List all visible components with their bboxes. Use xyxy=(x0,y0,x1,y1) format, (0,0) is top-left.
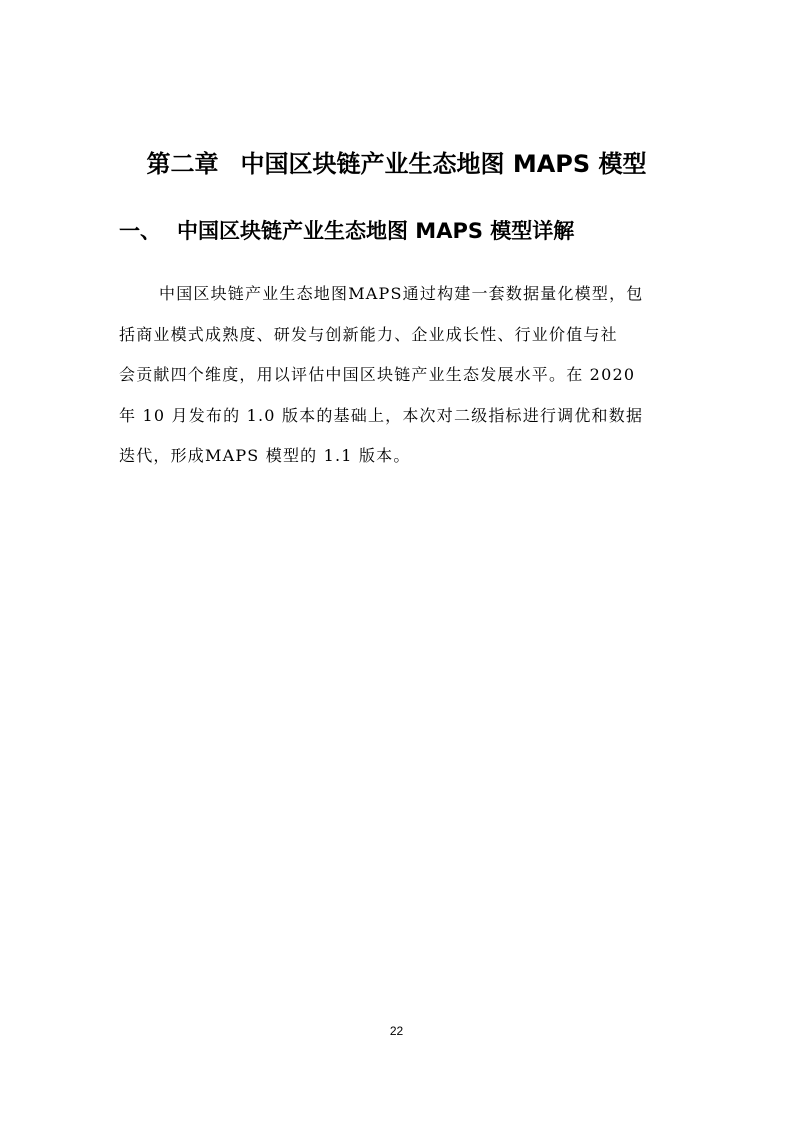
page-number: 22 xyxy=(389,1024,404,1038)
paragraph-line: 迭代，形成MAPS 模型的 1.1 版本。 xyxy=(119,446,411,465)
chapter-name: 中国区块链产业生态地图 MAPS 模型 xyxy=(240,150,647,178)
chapter-label: 第二章 xyxy=(146,150,219,178)
section-number: 一、 xyxy=(119,219,161,243)
body-paragraph xyxy=(119,274,679,477)
section-heading xyxy=(119,214,574,248)
paragraph-line: 括商业模式成熟度、研发与创新能力、企业成长性、行业价值与社 xyxy=(119,324,618,344)
paragraph-line: 年 10 月发布的 1.0 版本的基础上，本次对二级指标进行调优和数据 xyxy=(119,405,644,425)
paragraph-line: 中国区块链产业生态地图MAPS通过构建一套数据量化模型，包 xyxy=(159,284,644,303)
chapter-title xyxy=(0,146,793,182)
section-title: 中国区块链产业生态地图 MAPS 模型详解 xyxy=(177,219,575,243)
paragraph-line: 会贡献四个维度，用以评估中国区块链产业生态发展水平。在 2020 xyxy=(119,365,636,384)
